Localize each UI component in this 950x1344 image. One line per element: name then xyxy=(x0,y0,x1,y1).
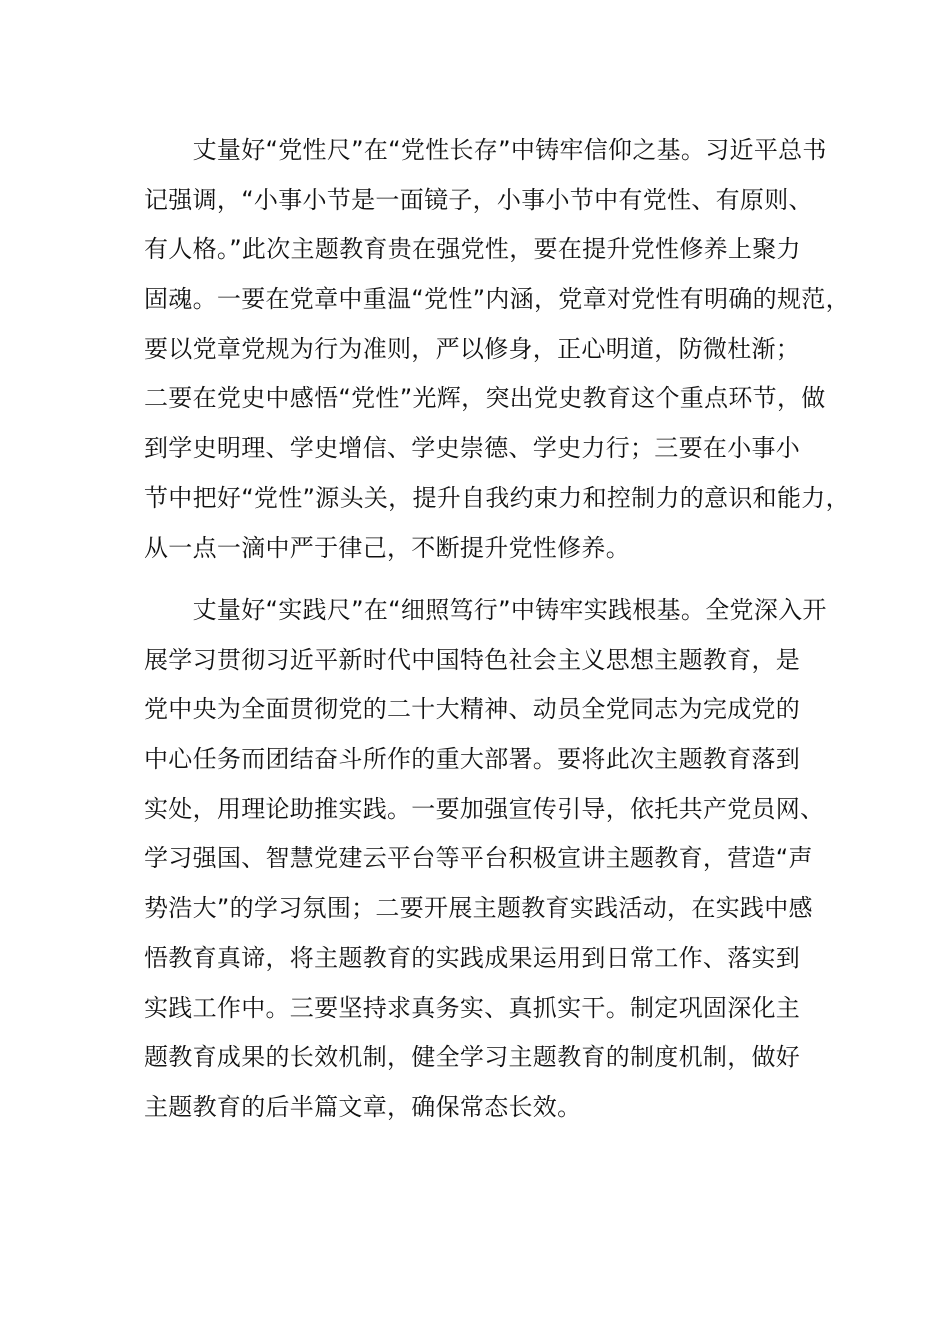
text-line: 题教育成果的长效机制，健全学习主题教育的制度机制，做好 xyxy=(144,1043,801,1072)
text-line: 实践工作中。三要坚持求真务实、真抓实干。制定巩固深化主 xyxy=(144,993,801,1022)
text-line: 展学习贯彻习近平新时代中国特色社会主义思想主题教育，是 xyxy=(144,645,801,674)
text-line: 到学史明理、学史增信、学史崇德、学史力行；三要在小事小 xyxy=(144,434,801,463)
paragraph-party-spirit xyxy=(144,126,850,573)
text-line: 从一点一滴中严于律己，不断提升党性修养。 xyxy=(144,533,630,562)
text-line: 势浩大”的学习氛围；二要开展主题教育实践活动，在实践中感 xyxy=(144,894,813,923)
text-line: 学习强国、智慧党建云平台等平台积极宣讲主题教育，营造“声 xyxy=(144,844,813,873)
paragraph-practice xyxy=(144,586,844,1133)
text-line: 固魂。一要在党章中重温“党性”内涵，党章对党性有明确的规范， xyxy=(144,285,850,314)
text-line: 丈量好“党性尺”在“党性长存”中铸牢信仰之基。习近平总书 xyxy=(144,136,827,164)
text-line: 悟教育真谛，将主题教育的实践成果运用到日常工作、落实到 xyxy=(144,943,801,972)
text-line: 党中央为全面贯彻党的二十大精神、动员全党同志为完成党的 xyxy=(144,695,801,724)
text-line: 节中把好“党性”源头关，提升自我约束力和控制力的意识和能力， xyxy=(144,483,850,512)
text-line: 二要在党史中感悟“党性”光辉，突出党史教育这个重点环节，做 xyxy=(144,384,826,413)
text-line: 有人格。”此次主题教育贵在强党性，要在提升党性修养上聚力 xyxy=(144,235,801,264)
text-line: 要以党章党规为行为准则，严以修身，正心明道，防微杜渐； xyxy=(144,334,801,363)
text-line: 丈量好“实践尺”在“细照笃行”中铸牢实践根基。全党深入开 xyxy=(144,596,827,624)
text-line: 主题教育的后半篇文章，确保常态长效。 xyxy=(144,1092,582,1121)
text-line: 实处，用理论助推实践。一要加强宣传引导，依托共产党员网、 xyxy=(144,794,825,823)
text-line: 记强调，“小事小节是一面镜子，小事小节中有党性、有原则、 xyxy=(144,185,813,214)
text-line: 中心任务而团结奋斗所作的重大部署。要将此次主题教育落到 xyxy=(144,745,801,774)
